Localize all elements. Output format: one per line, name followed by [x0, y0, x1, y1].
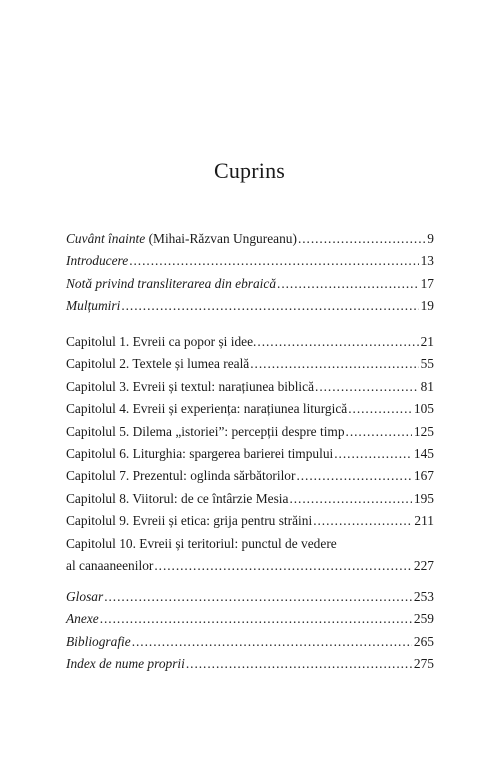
leader-dots — [315, 376, 419, 398]
toc-label-italic: Notă privind transliterarea din ebraică — [66, 275, 277, 291]
leader-dots — [296, 465, 411, 487]
toc-entry-chapter-3[interactable] — [66, 376, 434, 398]
leader-dots — [121, 295, 418, 317]
toc-label: Capitolul 3. Evreii și textul: narațiunea biblică — [66, 378, 315, 394]
toc-label: Capitolul 10. Evreii și teritoriul: punctul de vedere — [66, 535, 337, 551]
leader-dots — [313, 510, 412, 532]
toc-entry-chapter-9[interactable] — [66, 510, 434, 532]
toc-entry-acknowledgements[interactable] — [66, 295, 434, 317]
toc-entry-annexes[interactable] — [66, 608, 434, 630]
toc-page-number: 19 — [420, 298, 434, 314]
page-title: Cuprins — [213, 158, 286, 183]
toc-label: Anexe — [66, 611, 99, 627]
leader-dots — [129, 250, 418, 272]
toc-page-number: 145 — [413, 446, 434, 462]
toc-label: Capitolul 8. Viitorul: de ce întârzie Mesia — [66, 490, 289, 506]
toc-entry-chapter-7[interactable] — [66, 465, 434, 487]
toc-label: Capitolul 5. Dilema „istoriei”: percepții despre timp — [66, 423, 345, 439]
leader-dots — [289, 488, 411, 510]
toc-entry-foreword[interactable] — [66, 228, 434, 250]
toc-label: Capitolul 7. Prezentul: oglinda sărbătorilor — [66, 468, 296, 484]
toc-label: Capitolul 6. Liturghia: spargerea barierei timpului — [66, 446, 334, 462]
leader-dots — [298, 228, 425, 250]
toc-page-number: 265 — [413, 633, 434, 649]
toc-entry-chapter-6[interactable] — [66, 443, 434, 465]
chapters-list — [66, 331, 434, 577]
toc-label-italic: Introducere — [66, 253, 129, 269]
toc-page-number: 275 — [413, 656, 434, 672]
leader-dots — [104, 586, 412, 608]
toc-label: Capitolul 4. Evreii și experiența: narațiunea liturgică — [66, 401, 348, 417]
back-matter-list — [66, 586, 434, 676]
leader-dots — [277, 273, 419, 295]
toc-label-italic: Cuvânt înainte — [66, 231, 146, 246]
toc-page-number: 81 — [420, 378, 434, 394]
leader-dots — [250, 353, 418, 375]
toc-entry-chapter-4[interactable] — [66, 398, 434, 420]
toc-label-italic: Mulțumiri — [66, 298, 121, 314]
leader-dots — [154, 555, 412, 577]
toc-page-number: 21 — [420, 334, 434, 349]
front-matter-list — [66, 228, 434, 318]
toc-entry-index[interactable] — [66, 653, 434, 675]
toc-label: Index de nume proprii — [66, 656, 185, 672]
toc-label: Bibliografie — [66, 633, 131, 649]
toc-page-number: 125 — [413, 423, 434, 439]
toc-entry-chapter-2[interactable] — [66, 353, 434, 375]
toc-page-number: 55 — [420, 356, 434, 372]
toc-entry-glossary[interactable] — [66, 586, 434, 608]
toc-entry-chapter-8[interactable] — [66, 488, 434, 510]
toc-page-number: 227 — [413, 558, 434, 574]
toc-page-number: 195 — [413, 490, 434, 506]
toc-page-number: 253 — [413, 589, 434, 604]
toc-entry-transliteration-note[interactable] — [66, 273, 434, 295]
leader-dots — [132, 631, 412, 653]
toc-page-number: 17 — [420, 275, 434, 291]
toc-page-number: 13 — [420, 253, 434, 269]
toc-entry-chapter-5[interactable] — [66, 421, 434, 443]
toc-label: Capitolul 9. Evreii și etica: grija pentru străini — [66, 513, 313, 529]
toc-page-number: 211 — [414, 513, 434, 529]
toc-entry-introduction[interactable] — [66, 250, 434, 272]
toc-entry-chapter-1[interactable] — [66, 331, 434, 353]
leader-dots — [257, 331, 418, 353]
toc-label: Glosar — [66, 589, 104, 604]
toc-label: Capitolul 2. Textele și lumea reală — [66, 356, 250, 372]
toc-entry-bibliography[interactable] — [66, 631, 434, 653]
toc-label: (Mihai-Răzvan Ungureanu) — [145, 231, 297, 246]
leader-dots — [186, 653, 412, 675]
leader-dots — [348, 398, 412, 420]
toc-label-continuation: al canaaneenilor — [66, 558, 154, 574]
leader-dots — [100, 608, 412, 630]
toc-page-number: 105 — [413, 401, 434, 417]
leader-dots — [334, 443, 412, 465]
toc-page-number: 259 — [413, 611, 434, 627]
toc-page-number: 167 — [413, 468, 434, 484]
leader-dots — [346, 421, 412, 443]
toc-label: Capitolul 1. Evreii ca popor și idee. — [66, 334, 257, 349]
toc-entry-chapter-10[interactable] — [66, 533, 434, 578]
toc-page-number: 9 — [427, 231, 434, 246]
